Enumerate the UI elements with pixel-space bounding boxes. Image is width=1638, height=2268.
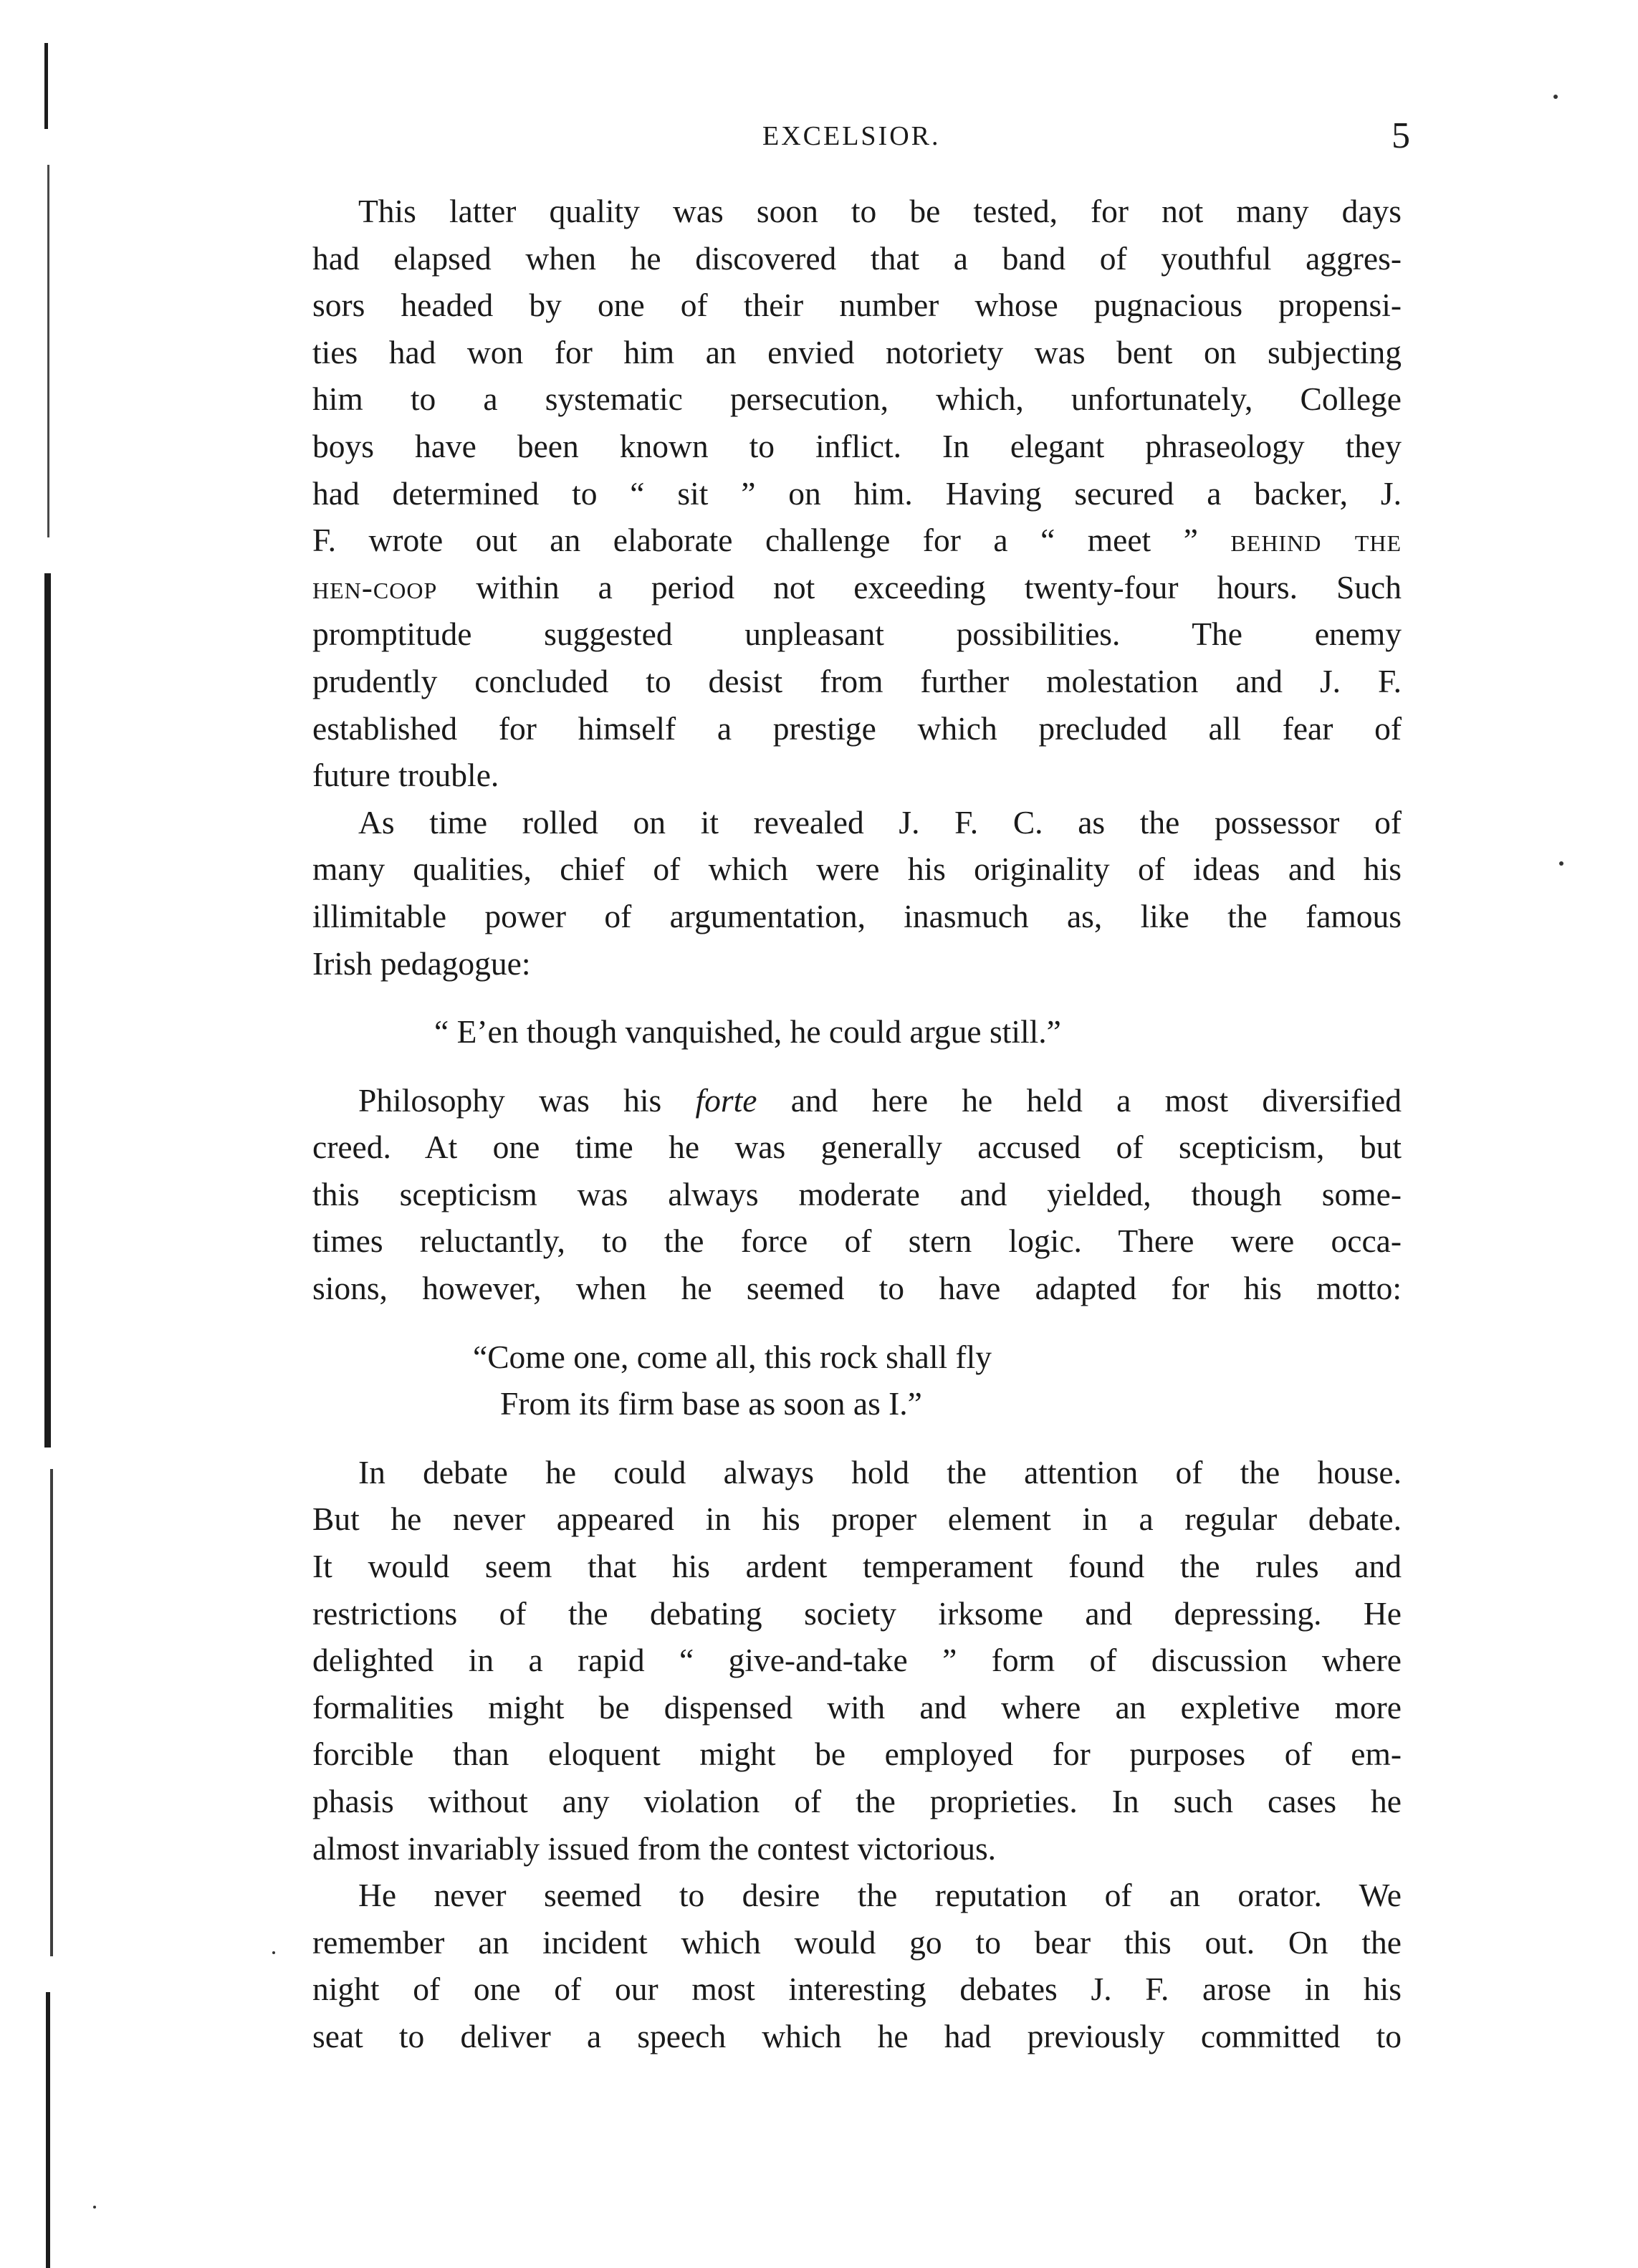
- scan-edge-mark: [50, 1469, 53, 1956]
- text-line: Irish pedagogue:: [312, 944, 531, 982]
- scan-edge-mark: [44, 573, 51, 1448]
- running-title: EXCELSIOR.: [762, 121, 941, 151]
- scan-edge-mark: [47, 165, 49, 537]
- small-caps-text: behind the: [1230, 522, 1402, 559]
- text-line: remember an incident which would go to bear this out. On the: [312, 1923, 1402, 1961]
- verse-line: From its firm base as soon as I.”: [500, 1385, 922, 1422]
- text-line: phasis without any violation of the proprieties. In such cases he: [312, 1783, 1402, 1819]
- text-line: almost invariably issued from the contest victorious.: [312, 1829, 997, 1867]
- block-quote: “ E’en though vanquished, he could argue still.”: [434, 1013, 1061, 1051]
- text-line: sions, however, when he seemed to have adapted for his motto:: [312, 1270, 1402, 1307]
- small-caps-text: hen-coop: [312, 568, 438, 606]
- text-line: restrictions of the debating society irksome and depressing. He: [312, 1594, 1402, 1632]
- text-line: night of one of our most interesting debates J. F. arose in his: [312, 1971, 1402, 2008]
- text-line: This latter quality was soon to be tested, for not many days: [358, 193, 1402, 229]
- italic-text: forte: [695, 1081, 757, 1119]
- text-segment: F. wrote out an elaborate challenge for a “ meet ”: [312, 522, 1198, 559]
- text-line: this scepticism was always moderate and yielded, though some-: [312, 1175, 1402, 1212]
- text-line: times reluctantly, to the force of stern logic. There were occa-: [312, 1222, 1402, 1260]
- text-line: But he never appeared in his proper element in a regular debate.: [312, 1501, 1402, 1538]
- text-segment: and here he held a most diversified: [757, 1081, 1402, 1119]
- text-line: promptitude suggested unpleasant possibilities. The enemy: [312, 616, 1402, 653]
- scan-speck: [272, 1951, 275, 1954]
- text-line: seat to deliver a speech which he had previously committed to: [312, 2017, 1402, 2054]
- paragraph: [312, 188, 1402, 799]
- text-line: prudently concluded to desist from further molestation and J. F.: [312, 662, 1402, 699]
- text-line: He never seemed to desire the reputation of an orator. We: [358, 1877, 1402, 1914]
- text-line: illimitable power of argumentation, inasmuch as, like the famous: [312, 897, 1402, 934]
- paragraph: [312, 799, 1402, 987]
- text-line: boys have been known to inflict. In elegant phraseology they: [312, 427, 1402, 464]
- scan-speck: [1559, 861, 1563, 866]
- text-line: [312, 517, 1402, 564]
- text-segment: Philosophy was his: [358, 1081, 696, 1119]
- text-line: It would seem that his ardent temperament found the rules and: [312, 1548, 1402, 1585]
- paragraph: [312, 1449, 1402, 1872]
- text-line: many qualities, chief of which were his originality of ideas and his: [312, 851, 1402, 888]
- text-line: [312, 1077, 1402, 1124]
- text-line: delighted in a rapid “ give-and-take ” form of discussion where: [312, 1642, 1402, 1679]
- text-segment: within a period not exceeding twenty-four hours. Such: [476, 568, 1402, 606]
- text-line: had determined to “ sit ” on him. Having secured a backer, J.: [312, 474, 1402, 512]
- text-line: [312, 564, 1402, 611]
- verse-quote: [312, 1334, 1402, 1427]
- body-text: [312, 188, 1402, 2060]
- text-line: ties had won for him an envied notoriety was bent on subjecting: [312, 333, 1402, 370]
- text-line: sors headed by one of their number whose pugnacious propensi-: [312, 287, 1402, 324]
- scan-edge-mark: [46, 1992, 50, 2268]
- text-line: formalities might be dispensed with and where an expletive more: [312, 1688, 1402, 1726]
- running-head: [0, 115, 1638, 163]
- text-line: him to a systematic persecution, which, unfortunately, College: [312, 381, 1402, 418]
- scan-speck: [93, 2206, 96, 2209]
- verse-line: “Come one, come all, this rock shall fly: [473, 1338, 992, 1375]
- scan-edge-mark: [44, 43, 48, 129]
- paragraph: [312, 1872, 1402, 2059]
- paragraph: [312, 1077, 1402, 1312]
- text-line: future trouble.: [312, 757, 499, 794]
- text-line: forcible than eloquent might be employed for purposes of em-: [312, 1736, 1402, 1773]
- text-line: had elapsed when he discovered that a band of youthful aggres-: [312, 239, 1402, 277]
- text-line: creed. At one time he was generally accused of scepticism, but: [312, 1129, 1402, 1166]
- text-line: established for himself a prestige which precluded all fear of: [312, 709, 1402, 747]
- scan-speck: [1553, 95, 1558, 99]
- text-line: In debate he could always hold the attention of the house.: [358, 1453, 1402, 1491]
- text-line: As time rolled on it revealed J. F. C. as the possessor of: [358, 803, 1402, 841]
- page-number: 5: [1392, 115, 1410, 156]
